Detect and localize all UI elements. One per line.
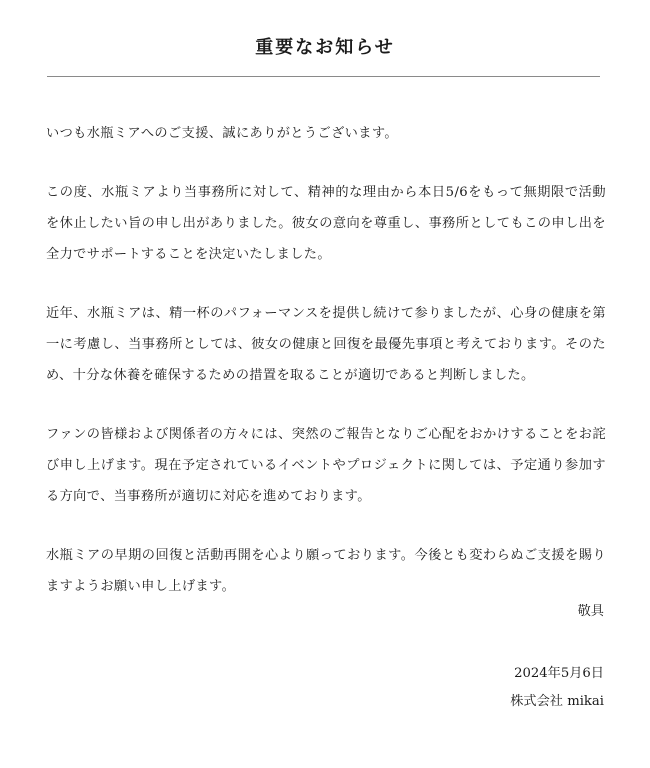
paragraph-apology: ファンの皆様および関係者の方々には、突然のご報告となりご心配をおかけすることをお詫び申し上げます。現在予定されているイベントやプロジェクトに関しては、予定通り参加する方向で、当事務所が適切に対応を進めております。 [46,427,606,504]
page-title: 重要なお知らせ [255,37,395,58]
title-divider [47,76,600,77]
company-name: 株式会社 mikai [510,694,604,709]
announcement-date: 2024年5月6日 [514,666,604,681]
paragraph-hiatus-notice: この度、水瓶ミアより当事務所に対して、精神的な理由から本日5/6をもって無期限で活動を休止したい旨の申し出がありました。彼女の意向を尊重し、事務所としてもこの申し出を全力でサポートすることを決定いたしました。 [46,185,606,262]
paragraph-health-reason: 近年、水瓶ミアは、精一杯のパフォーマンスを提供し続けて参りましたが、心身の健康を第一に考慮し、当事務所としては、彼女の健康と回復を最優先事項と考えております。そのため、十分な休養を確保するための措置を取ることが適切であると判断しました。 [46,306,606,383]
paragraph-greeting: いつも水瓶ミアへのご支援、誠にありがとうございます。 [46,126,398,141]
closing-remark: 敬具 [577,604,604,619]
paragraph-wishes: 水瓶ミアの早期の回復と活動再開を心より願っております。今後とも変わらぬご支援を賜りますようお願い申し上げます。 [46,548,606,594]
announcement-body [46,118,606,630]
